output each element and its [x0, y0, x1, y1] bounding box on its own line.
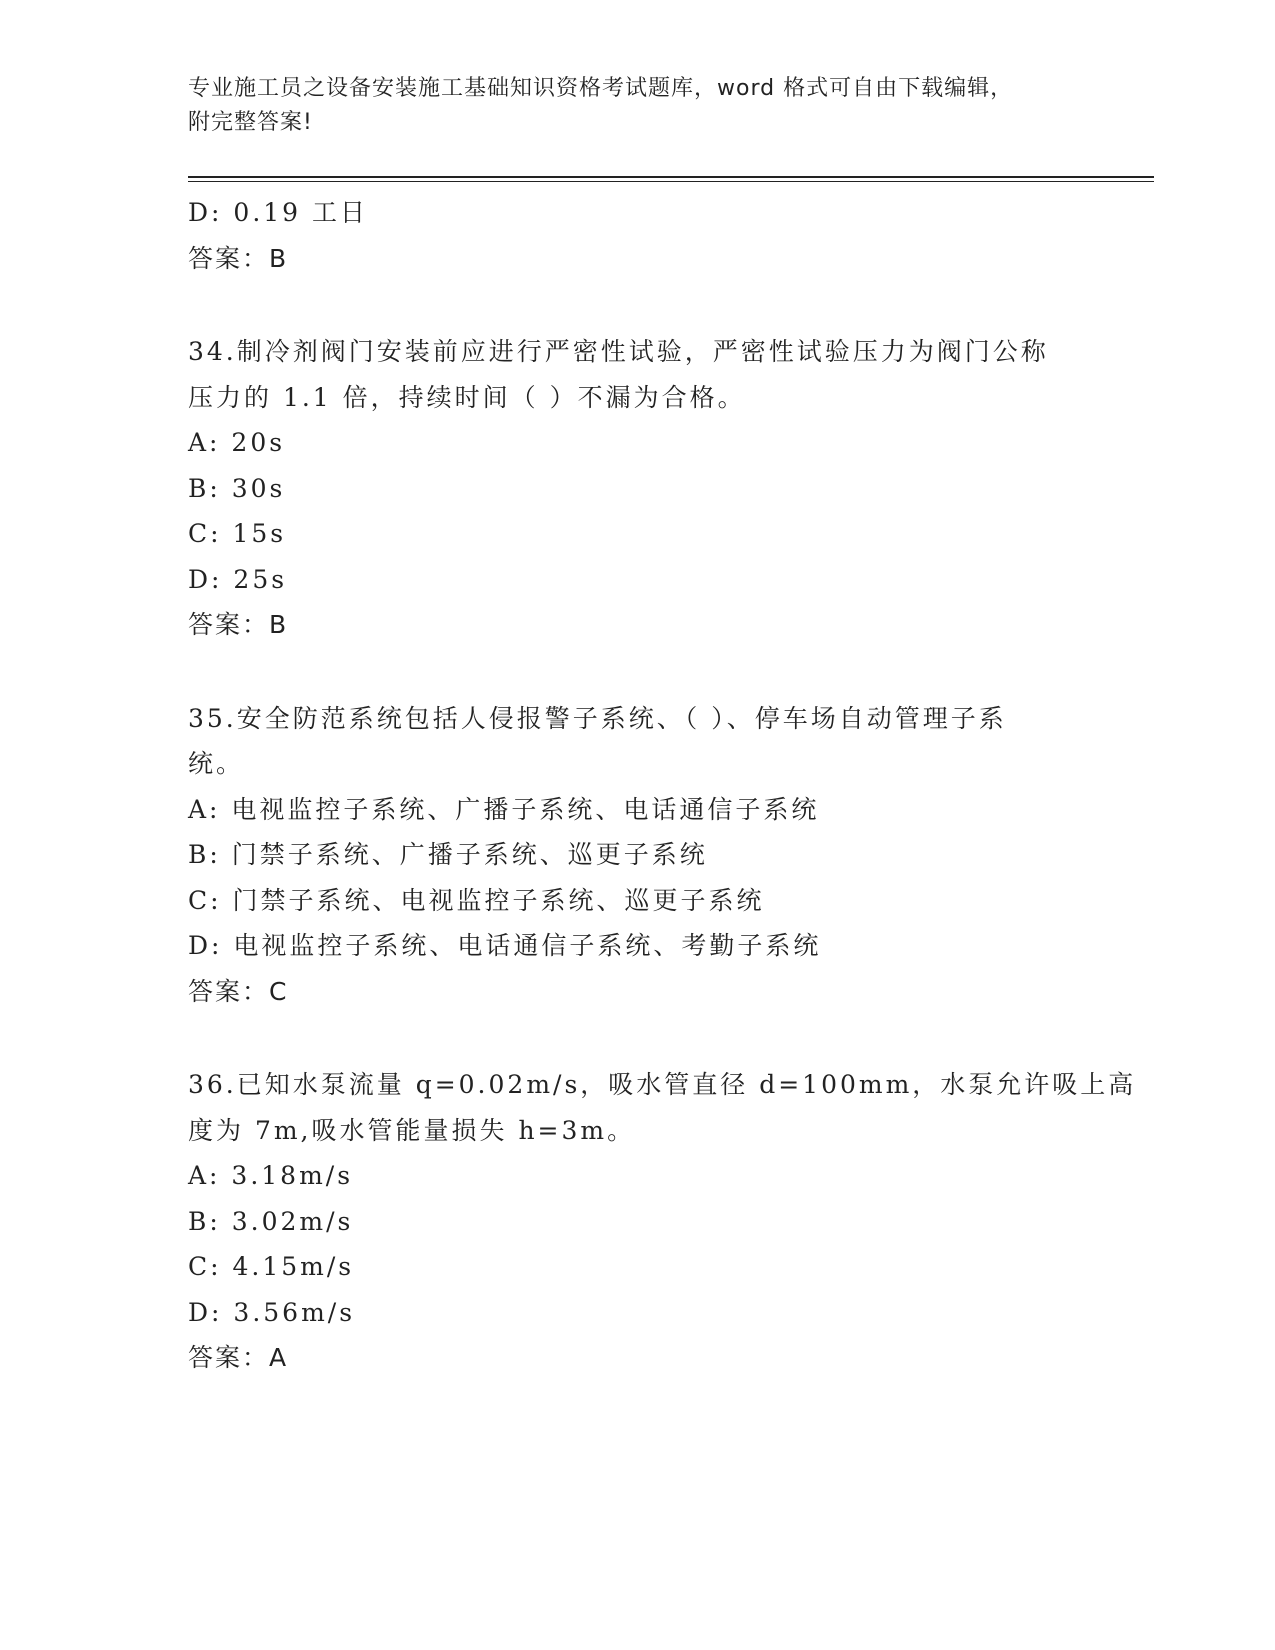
option-d: D: 25s	[188, 564, 288, 594]
answer-line: 答案：A	[188, 1343, 289, 1372]
answer-line: 答案：B	[188, 610, 289, 639]
header-line-1: 专业施工员之设备安装施工基础知识资格考试题库，word 格式可自由下载编辑，	[188, 76, 1014, 101]
header-divider-thick	[188, 176, 1154, 178]
option-b: B: 3.02m/s	[188, 1206, 354, 1236]
header-line-2: 附完整答案!	[188, 110, 313, 135]
question-stem-line-2: 压力的 1.1 倍，持续时间（ ）不漏为合格。	[188, 382, 746, 412]
option-c: C: 门禁子系统、电视监控子系统、巡更子系统	[188, 885, 765, 915]
answer-line: 答案：C	[188, 976, 289, 1006]
question-35	[188, 696, 1088, 1015]
answer-line: 答案：B	[188, 243, 289, 273]
question-stem-line-1: 35.安全防范系统包括人侵报警子系统、（ ）、停车场自动管理子系	[188, 703, 1007, 733]
question-stem-line-1: 34.制冷剂阀门安装前应进行严密性试验，严密性试验压力为阀门公称	[188, 337, 1049, 366]
question-content	[188, 190, 1137, 1381]
carryover-block	[188, 190, 1088, 281]
option-a: A: 电视监控子系统、广播子系统、电话通信子系统	[188, 794, 820, 824]
option-b: B: 30s	[188, 473, 286, 503]
question-stem-line-1: 36.已知水泵流量 q=0.02m/s，吸水管直径 d=100mm，水泵允许吸上高	[188, 1070, 1137, 1099]
question-36	[188, 1062, 1137, 1381]
question-stem-line-2: 统。	[188, 749, 245, 778]
option-a: A: 20s	[188, 428, 286, 457]
option-c: C: 4.15m/s	[188, 1252, 355, 1281]
option-c: C: 15s	[188, 519, 287, 548]
question-34	[188, 329, 1088, 648]
page-header	[188, 72, 1088, 140]
option-d: D: 3.56m/s	[188, 1297, 356, 1327]
question-stem-line-2: 度为 7m,吸水管能量损失 h=3m。	[188, 1115, 636, 1145]
header-divider-thin	[188, 181, 1154, 182]
option-b: B: 门禁子系统、广播子系统、巡更子系统	[188, 840, 708, 869]
option-d: D: 0.19 工日	[188, 198, 369, 227]
option-d: D: 电视监控子系统、电话通信子系统、考勤子系统	[188, 931, 822, 960]
option-a: A: 3.18m/s	[188, 1161, 354, 1190]
